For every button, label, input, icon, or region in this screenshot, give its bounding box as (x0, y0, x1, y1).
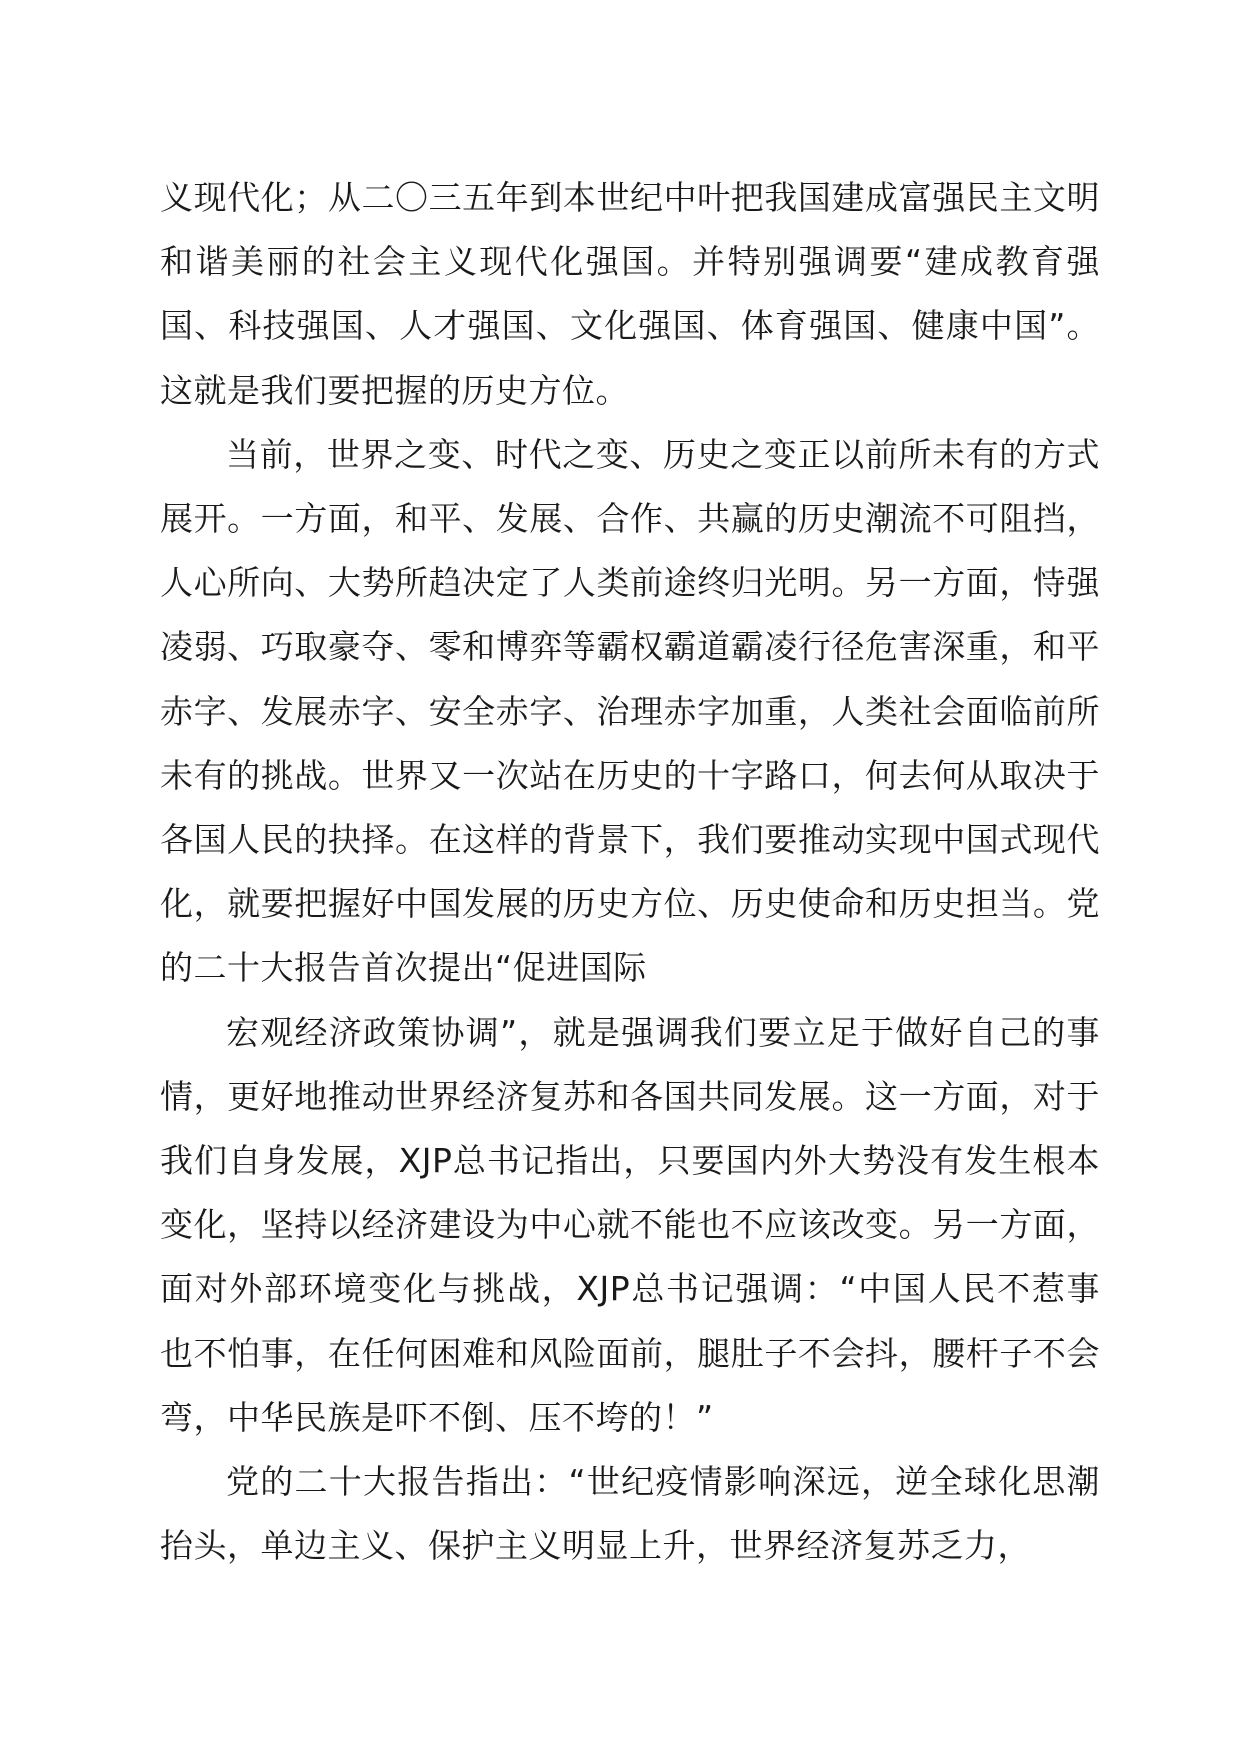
paragraph-4: 党的二十大报告指出：“世纪疫情影响深远，逆全球化思潮抬头，单边主义、保护主义明显上升，世界经济复苏乏力， (160, 1462, 1100, 1566)
paragraph-2: 当前，世界之变、时代之变、历史之变正以前所未有的方式展开。一方面，和平、发展、合作、共赢的历史潮流不可阻挡，人心所向、大势所趋决定了人类前途终归光明。另一方面，恃强凌弱、巧取豪夺、零和博弈等霸权霸道霸凌行径危害深重，和平赤字、发展赤字、安全赤字、治理赤字加重，人类社会面临前所未有的挑战。世界又一次站在历史的十字路口，何去何从取决于各国人民的抉择。在这样的背景下，我们要推动实现中国式现代化，就要把握好中国发展的历史方位、历史使命和历史担当。党的二十大报告首次提出“促进国际 (160, 434, 1100, 988)
paragraph-3: 宏观经济政策协调”，就是强调我们要立足于做好自己的事情，更好地推动世界经济复苏和各国共同发展。这一方面，对于我们自身发展，XJP总书记指出，只要国内外大势没有发生根本变化，坚持以经济建设为中心就不能也不应该改变。另一方面，面对外部环境变化与挑战，XJP总书记强调：“中国人民不惹事也不怕事，在任何困难和风险面前，腿肚子不会抖，腰杆子不会弯，中华民族是吓不倒、压不垮的！” (160, 1012, 1100, 1437)
document-body (160, 166, 1100, 1578)
paragraph-1: 义现代化；从二〇三五年到本世纪中叶把我国建成富强民主文明和谐美丽的社会主义现代化强国。并特别强调要“建成教育强国、科技强国、人才强国、文化强国、体育强国、健康中国”。这就是我们要把握的历史方位。 (160, 178, 1100, 410)
